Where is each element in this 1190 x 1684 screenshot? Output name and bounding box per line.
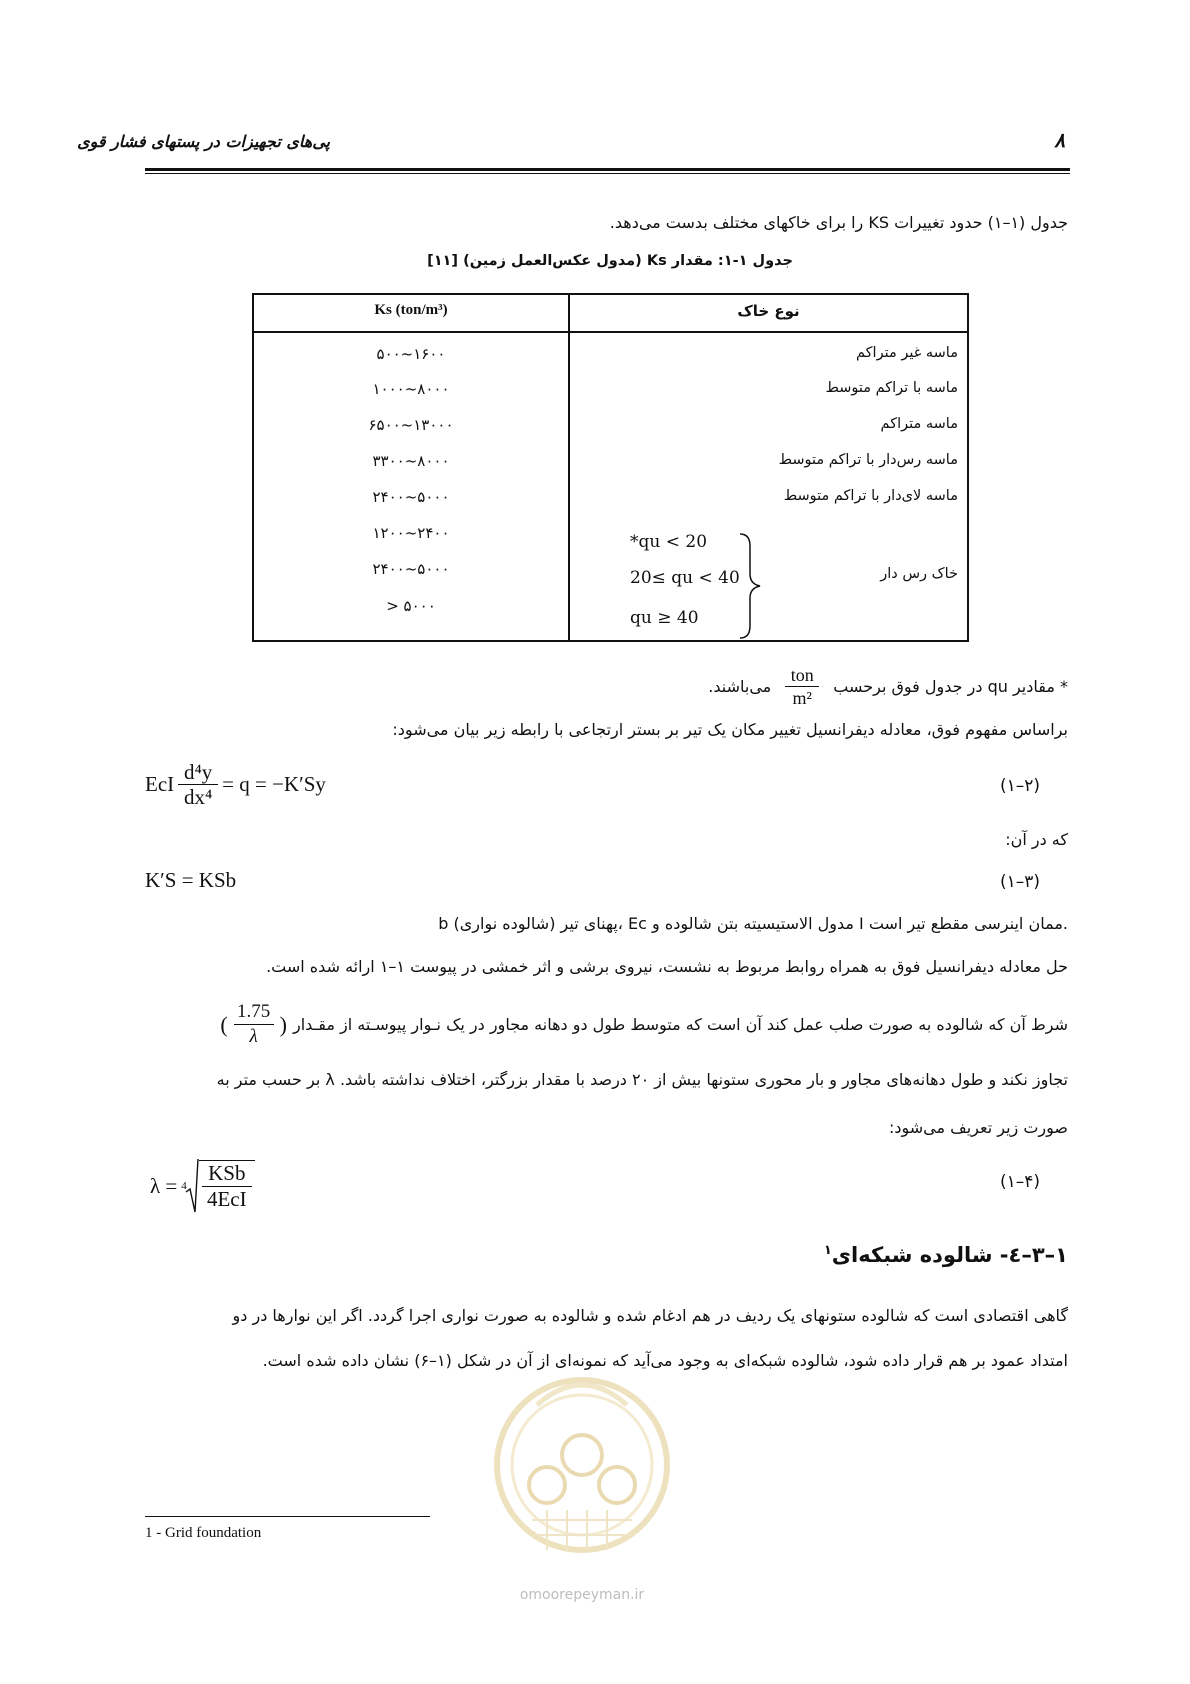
eq4-fraction: [199, 1160, 255, 1212]
table-cell-soil: ماسه رس‌دار با تراکم متوسط: [778, 452, 958, 468]
table-cell-soil: ماسه با تراکم متوسط: [825, 380, 958, 396]
condition-paragraph-3: صورت زیر تعریف می‌شود:: [888, 1118, 1068, 1137]
table-cell-ks: ۱۲۰۰~۲۴۰۰: [372, 524, 450, 542]
eq2-rhs: = q = −K′Sy: [222, 772, 326, 796]
eq4-lhs: λ =: [150, 1173, 178, 1198]
footnote-rule: [145, 1516, 430, 1517]
note-suffix: می‌باشند.: [708, 677, 772, 696]
table-cell-soil: ماسه متراکم: [880, 416, 958, 432]
heading-text: ۱–۳–٤- شالوده شبکه‌ای: [831, 1243, 1068, 1267]
eq2-denominator: dx⁴: [183, 785, 213, 809]
table-note: [708, 664, 1068, 709]
table-cell-ks: ۳۳۰۰~۸۰۰۰: [372, 452, 450, 470]
watermark-logo: [477, 1345, 687, 1615]
page-number: ۸: [1054, 128, 1065, 152]
qu-range: *qu < 20: [630, 532, 708, 552]
fraction-denominator: λ: [249, 1026, 258, 1047]
section-heading: [824, 1243, 1068, 1267]
running-header-title: پی‌های تجهیزات در پستهای فشار قوی: [77, 132, 330, 151]
table-cell-ks: ۲۴۰۰~۵۰۰۰: [372, 560, 450, 578]
definitions-paragraph: b پهنای تیر (شالوده نواری)، Ec مدول الاستیسیته بتن شالوده و I ممان اینرسی مقطع تیر است.: [438, 914, 1068, 933]
table-cell-ks: ۱۰۰۰~۸۰۰۰: [372, 380, 450, 398]
eq4-numerator: KSb: [208, 1161, 246, 1185]
fraction-numerator: 1.75: [237, 1001, 271, 1022]
eq4-denominator: 4EcI: [206, 1187, 247, 1211]
radical-sign: [185, 1158, 199, 1214]
column-header-soil: نوع خاک: [737, 302, 800, 320]
root-index: 4: [181, 1180, 187, 1192]
header-rule-thin: [145, 173, 1070, 174]
grid-paragraph-2: امتداد عمود بر هم قرار داده شود، شالوده شبکه‌ای به وجود می‌آید که نمونه‌ای از آن در شکل (۱–۶) نشان داده شده است.: [262, 1351, 1068, 1370]
table-cell-ks: ۵۰۰~۱۶۰۰: [376, 345, 446, 363]
basis-paragraph: براساس مفهوم فوق، معادله دیفرانسیل تغییر مکان یک تیر بر بستر ارتجاعی با رابطه زیر بیان می‌شود:: [392, 720, 1068, 739]
condition-fraction: [234, 1000, 274, 1049]
qu-range: 20≤ qu < 40: [630, 568, 740, 588]
footnote: 1 - Grid foundation: [145, 1525, 262, 1541]
column-header-ks: Ks (ton/m³): [374, 302, 448, 318]
table-cell-soil: خاک رس دار: [880, 566, 958, 582]
table-caption: جدول ۱-۱: مقدار Ks (مدول عکس‌العمل زمین) [۱۱]: [427, 253, 793, 269]
watermark-seal-icon: [477, 1345, 687, 1585]
fraction-denominator: m²: [792, 688, 812, 708]
equation-modified-ks: K′S = KSb: [145, 868, 237, 892]
equation-number: (۱–۴): [999, 1172, 1040, 1192]
watermark-url: omoorepeyman.ir: [519, 1587, 645, 1603]
equation-lambda: [150, 1158, 255, 1214]
table-cell-ks: > ۵۰۰۰: [386, 597, 436, 615]
qu-range: qu ≥ 40: [630, 608, 699, 628]
eq2-lhs: EcI: [145, 772, 175, 796]
table-cell-ks: ۲۴۰۰~۵۰۰۰: [372, 488, 450, 506]
eq2-numerator: d⁴y: [183, 760, 213, 784]
grouping-brace: [738, 532, 768, 640]
solution-paragraph: حل معادله دیفرانسیل فوق به همراه روابط مربوط به نشست، نیروی برشی و اثر خمشی در پیوست ۱–۱ ارائه شده است.: [266, 957, 1068, 976]
equation-number: (۱–۳): [999, 872, 1040, 892]
fraction-numerator: ton: [790, 665, 814, 685]
where-label: که در آن:: [1005, 830, 1068, 849]
table-header-divider: [252, 331, 969, 333]
eq2-fraction: [178, 760, 218, 809]
unit-fraction: [785, 664, 819, 709]
condition-text: شرط آن که شالوده به صورت صلب عمل کند آن است که متوسط طول دو دهانه مجاور در یک نـوار پیوسـته از مقـدار: [293, 1015, 1068, 1034]
intro-paragraph: جدول (۱–۱) حدود تغییرات KS را برای خاکهای مختلف بدست می‌دهد.: [609, 213, 1068, 232]
equation-beam-deflection: [145, 760, 326, 809]
table-cell-ks: ۶۵۰۰~۱۳۰۰۰: [368, 416, 454, 434]
header-rule: [145, 168, 1070, 171]
paren-open: (: [279, 1011, 287, 1037]
table-cell-soil: ماسه لای‌دار با تراکم متوسط: [783, 488, 958, 504]
footnote-marker: ۱: [823, 1243, 832, 1258]
table-column-divider: [568, 293, 570, 642]
rigidity-condition: [220, 1000, 1068, 1049]
equation-number: (۱–۲): [999, 776, 1040, 796]
condition-paragraph-2: تجاوز نکند و طول دهانه‌های مجاور و بار محوری ستونها بیش از ۲۰ درصد با مقدار بزرگتر، اختلاف نداشته باشد. λ بر حسب متر به: [216, 1070, 1068, 1089]
table-cell-soil: ماسه غیر متراکم: [855, 345, 958, 361]
note-prefix: * مقادیر qu در جدول فوق برحسب: [833, 677, 1068, 696]
paren-close: ): [220, 1011, 228, 1037]
grid-paragraph-1: گاهی اقتصادی است که شالوده ستونهای یک ردیف در هم ادغام شده و شالوده به صورت نواری اجرا گردد. اگر این نوارها در دو: [232, 1306, 1068, 1325]
